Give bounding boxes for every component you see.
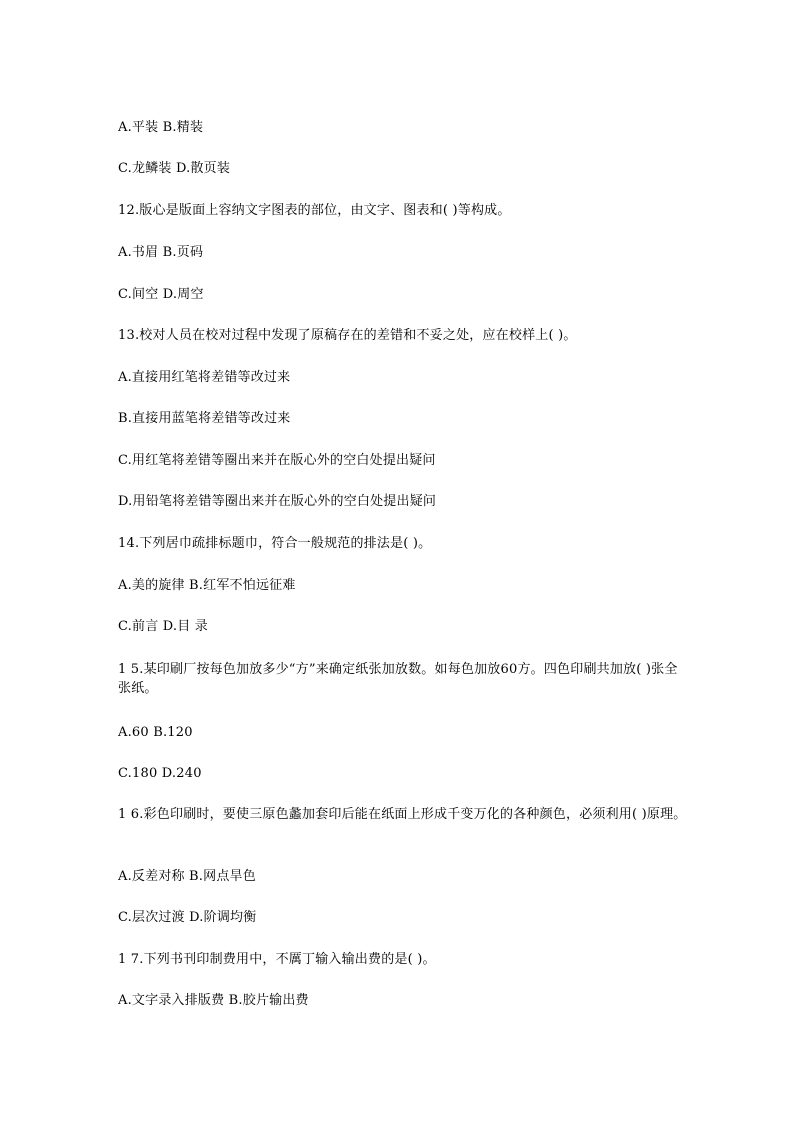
question-17: 1 7.下列书刊印制费用中，不厲丁输入输出费的是( )。 — [118, 952, 436, 967]
option-13-a: A.直接用红笔将差错等改过来 — [118, 370, 291, 385]
option-line-15-ab: A.60 B.120 — [118, 725, 193, 740]
option-line-15-cd: C.180 D.240 — [118, 766, 202, 781]
option-13-d: D.用铅笔将差错等圈出来并在版心外的空白处提出疑问 — [118, 494, 437, 509]
question-14: 14.下列居巾疏排标题巾，符合一般规范的排法是( )。 — [118, 536, 432, 551]
option-13-c: C.用红笔将差错等圈出来并在版心外的空白处提出疑问 — [118, 453, 436, 468]
option-line-17-ab: A.文字录入排版费 B.胶片输出费 — [118, 993, 309, 1008]
option-line-16-ab: A.反差对称 B.网点旱色 — [118, 869, 256, 884]
question-13: 13.校对人员在校对过程中发现了原稿存在的差错和不妥之处，应在校样上( )。 — [118, 328, 577, 343]
option-line-14-cd: C.前言 D.目 录 — [118, 619, 208, 634]
option-line-16-cd: C.层次过渡 D.阶调均衡 — [118, 910, 257, 925]
option-13-b: B.直接用蓝笔将差错等改过来 — [118, 411, 291, 426]
option-line-12-cd: C.间空 D.周空 — [118, 287, 204, 302]
question-16: 1 6.彩色印刷时，要使三原色蠡加套印后能在纸面上形成千变万化的各种颜色，必须利用( )原理。 — [118, 807, 687, 822]
option-line-11-cd: C.龙鳞装 D.散页装 — [118, 161, 231, 176]
question-15: 1 5.某印刷厂按每色加放多少“方”来确定纸张加放数。如每色加放60方。四色印刷共加放( )张全张纸。 — [118, 662, 678, 696]
option-line-11-ab: A.平装 B.精装 — [118, 120, 204, 135]
option-line-14-ab: A.美的旋律 B.红军不怕远征难 — [118, 578, 296, 593]
question-12: 12.版心是版面上容纳文字图表的部位，由文字、图表和( )等构成。 — [118, 203, 511, 218]
option-line-12-ab: A.书眉 B.页码 — [118, 245, 204, 260]
